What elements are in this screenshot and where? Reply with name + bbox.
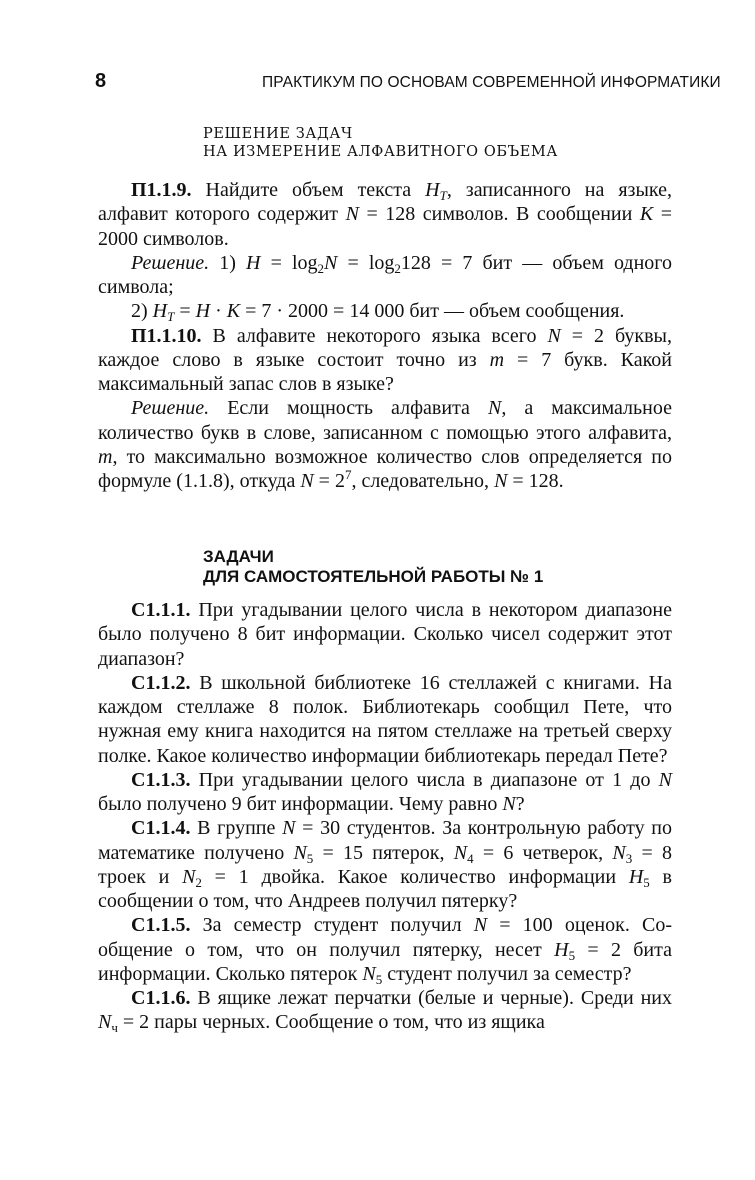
exercise-c1-1-2: С1.1.2. В школьной библиотеке 16 стеллажей с книгами. На каждом стеллаже 8 полок. Библиотекарь сообщил Пете, что нужная ему книга находится на пятом стеллаже на третьей сверху полке. Какое количество информации библиотекарь передал Пете? <box>98 671 672 767</box>
running-title: ПРАКТИКУМ ПО ОСНОВАМ СОВРЕМЕННОЙ ИНФОРМАТИКИ <box>262 74 721 91</box>
exercise-c1-1-1: С1.1.1. При угадывании целого числа в некотором диапазоне было получено 8 бит информации. Сколько чисел содержит этот диапазон? <box>98 599 672 670</box>
solutions-block <box>98 178 672 493</box>
problem-p1-1-9: П1.1.9. Найдите объем текста $H_T$, записанного на языке, алфавит которого содержит N = 128 символов. В сообщении K = 2000 символов. <box>98 179 672 250</box>
exercise-c1-1-3: С1.1.3. При угадывании целого числа в диапазоне от 1 до N было получено 9 бит информации. Чему равно N? <box>98 768 672 815</box>
problem-label: П1.1.9. <box>131 179 192 201</box>
solution-label: Решение. <box>131 251 210 274</box>
section-heading-line: ДЛЯ САМОСТОЯТЕЛЬНОЙ РАБОТЫ № 1 <box>203 567 544 586</box>
solution-p1-1-10: Решение. Если мощность алфавита N, а максимальное количество букв в слове, записанном с помощью этого алфавита, m, то максимально возможное количество слов определяется по формуле (1.1.8), откуда $N = 2^7$, следовательно, N = 128. <box>98 397 672 492</box>
section-heading-self-study <box>203 547 543 587</box>
exercise-c1-1-4: С1.1.4. В группе N = 30 студентов. За контрольную работу по математике получено $N_5 = 15$ пятерок, $N_4 = 6$ четверок, $N_3 = 8$ троек и $N_2 = 1$ двойка. Какое количество информации $H_5$ в сообщении о том, что Андреев получил пятерку? <box>98 817 673 912</box>
section-heading-line: РЕШЕНИЕ ЗАДАЧ <box>203 126 353 142</box>
page-number: 8 <box>95 70 107 92</box>
exercise-c1-1-6: С1.1.6. В ящике лежат перчатки (белые и черные). Среди них $N_ч = 2$ пары черных. Сообщение о том, что из ящика <box>98 987 672 1036</box>
exercise-c1-1-5: С1.1.5. За семестр студент получил N = 100 оценок. Сообщение о том, что он получил пятерку, несет $H_5 = 2$ бита информации. Сколько пятерок $N_5$ студент получил за семестр? <box>98 914 672 987</box>
section-heading-line: ЗАДАЧИ <box>203 547 274 566</box>
section-heading-line: НА ИЗМЕРЕНИЕ АЛФАВИТНОГО ОБЪЕМА <box>203 144 558 160</box>
problem-label: П1.1.10. <box>131 324 202 347</box>
problem-p1-1-10: П1.1.10. В алфавите некоторого языка всего N = 2 буквы, каждое слово в языке состоит точно из m = 7 букв. Какой максимальный запас слов в языке? <box>98 324 672 395</box>
exercise-label: С1.1.4. <box>131 817 191 840</box>
exercise-label: С1.1.1. <box>131 599 191 621</box>
exercise-label: С1.1.3. <box>131 768 191 791</box>
solution-label: Решение. <box>131 397 210 420</box>
exercises-block <box>98 598 672 1035</box>
exercise-label: С1.1.5. <box>131 914 191 937</box>
section-heading-solutions <box>203 125 558 161</box>
exercise-label: С1.1.6. <box>131 987 191 1009</box>
solution-p1-1-9-step2: 2) $H_T = H \cdot K = 7 \cdot 2000 = 14$ 000 бит — объем сообщения. <box>131 300 625 325</box>
solution-p1-1-9-step1: Решение. 1) $H = \log_2N = \log_2128 = 7$ бит — объем одного символа; <box>98 251 672 298</box>
exercise-label: С1.1.2. <box>131 671 191 694</box>
